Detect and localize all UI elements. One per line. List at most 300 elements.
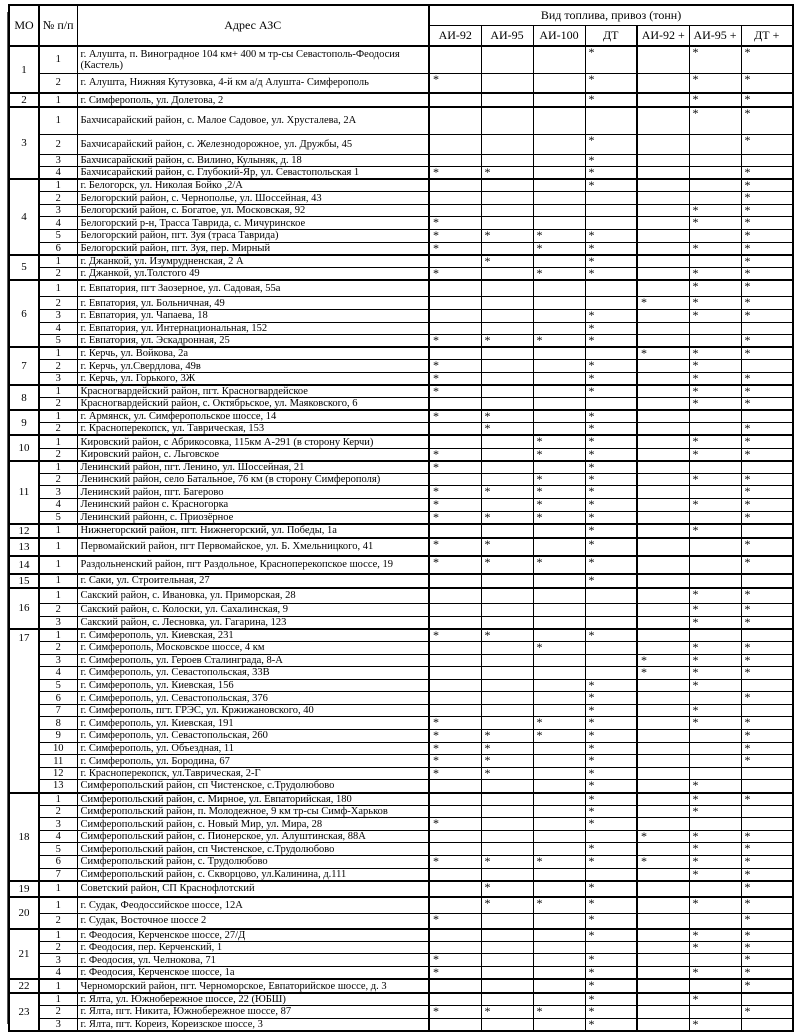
- row-number-cell: 1: [39, 410, 77, 423]
- fuel-mark-cell-ai-92: *: [429, 410, 481, 423]
- fuel-mark-cell-dt-plus: *: [741, 830, 793, 843]
- station-row: [9, 423, 793, 436]
- fuel-mark-cell-ai-92: *: [429, 360, 481, 373]
- station-row: [9, 641, 793, 654]
- station-address-cell: г. Симферополь, ул. Бородина, 67: [77, 755, 429, 768]
- fuel-mark-cell-ai-95: [481, 93, 533, 107]
- fuel-mark-cell-ai-95: *: [481, 755, 533, 768]
- row-number-cell: 3: [39, 1018, 77, 1031]
- row-number-cell: 1: [39, 574, 77, 588]
- station-row: [9, 73, 793, 93]
- fuel-mark-cell-ai-95-plus: *: [689, 524, 741, 538]
- fuel-mark-cell-dt-plus: *: [741, 929, 793, 942]
- fuel-mark-cell-ai-95: *: [481, 767, 533, 780]
- station-address-cell: Симферопольский район, с. Скворцово, ул.Калинина, д.111: [77, 868, 429, 881]
- station-row: [9, 373, 793, 386]
- fuel-mark-cell-ai-92: [429, 667, 481, 680]
- fuel-mark-cell-ai-95: [481, 524, 533, 538]
- fuel-mark-cell-ai-95: [481, 818, 533, 831]
- fuel-mark-cell-ai-92: *: [429, 217, 481, 230]
- fuel-mark-cell-dt: *: [585, 897, 637, 914]
- fuel-mark-cell-ai-95-plus: *: [689, 93, 741, 107]
- fuel-mark-cell-ai-95-plus: *: [689, 588, 741, 604]
- fuel-mark-cell-dt: *: [585, 473, 637, 486]
- mo-number-cell: 3: [9, 107, 39, 179]
- station-address-cell: Белогорский район, с. Чернополье, ул. Шоссейная, 43: [77, 192, 429, 205]
- fuel-mark-cell-ai-92: [429, 280, 481, 297]
- fuel-mark-cell-ai-100: [533, 667, 585, 680]
- fuel-mark-cell-ai-92-plus: [637, 556, 689, 574]
- station-address-cell: г. Судак, Восточное шоссе 2: [77, 914, 429, 929]
- station-address-cell: Раздольненский район, пгт Раздольное, Красноперекопское шоссе, 19: [77, 556, 429, 574]
- fuel-mark-cell-ai-92-plus: [637, 805, 689, 818]
- fuel-mark-cell-ai-95: *: [481, 856, 533, 869]
- fuel-mark-cell-ai-92-plus: [637, 881, 689, 897]
- station-address-cell: г. Симферополь, ул. Севастопольская, 376: [77, 692, 429, 705]
- fuel-mark-cell-dt-plus: *: [741, 856, 793, 869]
- fuel-mark-cell-ai-92-plus: [637, 310, 689, 323]
- fuel-mark-cell-ai-92: [429, 134, 481, 154]
- fuel-mark-cell-ai-95-plus: [689, 538, 741, 556]
- station-address-cell: Бахчисарайский район, с. Малое Садовое, ул. Хрусталева, 2А: [77, 107, 429, 134]
- station-address-cell: Первомайский район, пгт Первомайское, ул. Б. Хмельницкого, 41: [77, 538, 429, 556]
- fuel-mark-cell-dt-plus: *: [741, 881, 793, 897]
- fuel-mark-cell-ai-92: *: [429, 335, 481, 348]
- fuel-mark-cell-ai-95-plus: *: [689, 993, 741, 1006]
- fuel-mark-cell-ai-92: *: [429, 73, 481, 93]
- fuel-mark-cell-ai-100: [533, 134, 585, 154]
- fuel-mark-cell-ai-92: *: [429, 966, 481, 979]
- row-number-cell: 7: [39, 868, 77, 881]
- row-number-cell: 2: [39, 1006, 77, 1019]
- fuel-mark-cell-ai-92: *: [429, 385, 481, 398]
- fuel-mark-cell-ai-92: [429, 588, 481, 604]
- fuel-mark-cell-ai-92-plus: *: [637, 830, 689, 843]
- fuel-mark-cell-ai-92-plus: [637, 914, 689, 929]
- fuel-mark-cell-ai-95: *: [481, 556, 533, 574]
- fuel-mark-cell-ai-92: *: [429, 954, 481, 967]
- station-row: [9, 679, 793, 692]
- fuel-mark-cell-ai-95-plus: *: [689, 385, 741, 398]
- fuel-mark-cell-ai-100: [533, 588, 585, 604]
- row-number-cell: 1: [39, 556, 77, 574]
- fuel-mark-cell-ai-95: [481, 385, 533, 398]
- fuel-mark-cell-ai-95: [481, 267, 533, 280]
- row-number-cell: 7: [39, 704, 77, 717]
- fuel-mark-cell-ai-92-plus: [637, 192, 689, 205]
- fuel-mark-cell-ai-100: *: [533, 498, 585, 511]
- station-address-cell: г. Красноперекопск, ул.Таврическая, 2-Г: [77, 767, 429, 780]
- fuel-mark-cell-ai-95-plus: *: [689, 654, 741, 667]
- fuel-mark-cell-ai-95-plus: *: [689, 398, 741, 411]
- station-row: [9, 410, 793, 423]
- mo-number-cell: 19: [9, 881, 39, 897]
- station-row: [9, 914, 793, 929]
- station-address-cell: Красногвардейский район, с. Октябрьское, ул. Маяковского, 6: [77, 398, 429, 411]
- fuel-mark-cell-ai-95-plus: *: [689, 217, 741, 230]
- fuel-mark-cell-ai-92: *: [429, 1006, 481, 1019]
- fuel-mark-cell-dt-plus: *: [741, 941, 793, 954]
- row-number-cell: 5: [39, 679, 77, 692]
- fuel-mark-cell-dt-plus: *: [741, 217, 793, 230]
- station-row: [9, 654, 793, 667]
- fuel-mark-cell-ai-92-plus: [637, 767, 689, 780]
- fuel-mark-cell-ai-95-plus: *: [689, 941, 741, 954]
- mo-number-cell: 4: [9, 179, 39, 255]
- mo-number-cell: 18: [9, 793, 39, 881]
- fuel-mark-cell-dt-plus: *: [741, 230, 793, 243]
- mo-number-cell: 23: [9, 993, 39, 1031]
- station-address-cell: г. Феодосия, Керченское шоссе, 1а: [77, 966, 429, 979]
- station-row: [9, 692, 793, 705]
- row-number-cell: 9: [39, 730, 77, 743]
- fuel-mark-cell-ai-92: *: [429, 242, 481, 255]
- fuel-mark-cell-ai-95: *: [481, 423, 533, 436]
- fuel-mark-cell-ai-92: *: [429, 767, 481, 780]
- fuel-mark-cell-dt: *: [585, 461, 637, 474]
- fuel-mark-cell-dt: *: [585, 767, 637, 780]
- row-number-cell: 2: [39, 604, 77, 617]
- fuel-mark-cell-ai-100: [533, 373, 585, 386]
- col-header-dt: ДТ: [585, 26, 637, 47]
- fuel-mark-cell-ai-100: [533, 524, 585, 538]
- fuel-mark-cell-dt-plus: *: [741, 204, 793, 217]
- fuel-mark-cell-ai-100: [533, 410, 585, 423]
- fuel-mark-cell-ai-95-plus: *: [689, 679, 741, 692]
- fuel-mark-cell-ai-100: *: [533, 730, 585, 743]
- fuel-mark-cell-ai-100: [533, 654, 585, 667]
- fuel-mark-cell-ai-92-plus: [637, 204, 689, 217]
- fuel-mark-cell-ai-95-plus: [689, 322, 741, 335]
- fuel-mark-cell-ai-92-plus: [637, 167, 689, 180]
- fuel-mark-cell-ai-100: *: [533, 473, 585, 486]
- fuel-mark-cell-ai-100: [533, 979, 585, 993]
- fuel-stations-table: [8, 4, 794, 1032]
- fuel-mark-cell-ai-92-plus: [637, 524, 689, 538]
- fuel-mark-cell-ai-95: [481, 692, 533, 705]
- fuel-mark-cell-ai-92-plus: [637, 755, 689, 768]
- fuel-mark-cell-ai-100: *: [533, 717, 585, 730]
- fuel-mark-cell-dt: *: [585, 423, 637, 436]
- fuel-mark-cell-ai-92: [429, 868, 481, 881]
- fuel-mark-cell-ai-92: *: [429, 461, 481, 474]
- station-row: [9, 498, 793, 511]
- fuel-mark-cell-ai-92: [429, 604, 481, 617]
- station-address-cell: г. Феодосия, ул. Челнокова, 71: [77, 954, 429, 967]
- fuel-mark-cell-ai-100: [533, 280, 585, 297]
- fuel-mark-cell-ai-95: [481, 954, 533, 967]
- row-number-cell: 1: [39, 979, 77, 993]
- row-number-cell: 2: [39, 941, 77, 954]
- fuel-mark-cell-ai-95: [481, 604, 533, 617]
- fuel-mark-cell-dt-plus: *: [741, 1006, 793, 1019]
- station-row: [9, 267, 793, 280]
- fuel-mark-cell-dt: [585, 280, 637, 297]
- fuel-mark-cell-ai-92-plus: *: [637, 667, 689, 680]
- row-number-cell: 4: [39, 966, 77, 979]
- fuel-mark-cell-ai-95-plus: *: [689, 843, 741, 856]
- fuel-mark-cell-ai-95-plus: *: [689, 667, 741, 680]
- fuel-mark-cell-ai-92: [429, 107, 481, 134]
- fuel-mark-cell-ai-92-plus: [637, 929, 689, 942]
- fuel-mark-cell-dt-plus: *: [741, 556, 793, 574]
- fuel-mark-cell-ai-92-plus: [637, 473, 689, 486]
- row-number-cell: 2: [39, 805, 77, 818]
- fuel-mark-cell-ai-95-plus: *: [689, 780, 741, 793]
- fuel-mark-cell-ai-92: [429, 616, 481, 629]
- fuel-mark-cell-dt-plus: [741, 805, 793, 818]
- mo-number-cell: 10: [9, 435, 39, 460]
- fuel-mark-cell-ai-92: *: [429, 267, 481, 280]
- row-number-cell: 1: [39, 897, 77, 914]
- fuel-mark-cell-ai-100: *: [533, 242, 585, 255]
- fuel-mark-cell-ai-92-plus: [637, 1018, 689, 1031]
- station-row: [9, 818, 793, 831]
- fuel-mark-cell-dt-plus: *: [741, 717, 793, 730]
- station-row: [9, 717, 793, 730]
- col-header-dt-plus: ДТ +: [741, 26, 793, 47]
- fuel-mark-cell-dt-plus: *: [741, 423, 793, 436]
- fuel-mark-cell-dt: *: [585, 498, 637, 511]
- fuel-mark-cell-ai-92-plus: [637, 322, 689, 335]
- fuel-mark-cell-ai-95-plus: *: [689, 373, 741, 386]
- station-address-cell: г. Симферополь, ул. Киевская, 156: [77, 679, 429, 692]
- row-number-cell: 10: [39, 742, 77, 755]
- fuel-mark-cell-ai-95-plus: *: [689, 297, 741, 310]
- station-address-cell: г. Симферополь, ул. Киевская, 191: [77, 717, 429, 730]
- fuel-mark-cell-dt: *: [585, 556, 637, 574]
- fuel-mark-cell-ai-100: [533, 347, 585, 360]
- fuel-mark-cell-dt-plus: *: [741, 616, 793, 629]
- fuel-mark-cell-ai-95: *: [481, 897, 533, 914]
- station-address-cell: Симферопольский район, с. Пионерское, ул. Алуштинская, 88А: [77, 830, 429, 843]
- row-number-cell: 3: [39, 818, 77, 831]
- fuel-mark-cell-ai-92-plus: [637, 373, 689, 386]
- fuel-mark-cell-dt-plus: *: [741, 498, 793, 511]
- fuel-mark-cell-ai-92-plus: [637, 979, 689, 993]
- fuel-mark-cell-ai-95-plus: [689, 914, 741, 929]
- fuel-mark-cell-ai-95-plus: *: [689, 435, 741, 448]
- row-number-cell: 12: [39, 767, 77, 780]
- mo-number-cell: 13: [9, 538, 39, 556]
- fuel-mark-cell-ai-100: *: [533, 511, 585, 524]
- row-number-cell: 2: [39, 641, 77, 654]
- fuel-mark-cell-dt-plus: *: [741, 486, 793, 499]
- fuel-mark-cell-ai-95-plus: *: [689, 966, 741, 979]
- station-address-cell: г. Керчь, ул. Войкова, 2а: [77, 347, 429, 360]
- station-address-cell: г. Ялта, пгт. Кореиз, Кореизское шоссе, 3: [77, 1018, 429, 1031]
- fuel-mark-cell-ai-95: [481, 297, 533, 310]
- fuel-mark-cell-dt-plus: *: [741, 473, 793, 486]
- mo-number-cell: 12: [9, 524, 39, 538]
- station-row: [9, 793, 793, 806]
- row-number-cell: 3: [39, 486, 77, 499]
- col-header-ai-95: АИ-95: [481, 26, 533, 47]
- fuel-mark-cell-ai-92: [429, 297, 481, 310]
- mo-number-cell: 9: [9, 410, 39, 435]
- fuel-mark-cell-ai-100: [533, 73, 585, 93]
- fuel-mark-cell-dt: [585, 868, 637, 881]
- station-address-cell: Черноморский район, пгт. Черноморское, Евпаторийское шоссе, д. 3: [77, 979, 429, 993]
- fuel-mark-cell-ai-92: *: [429, 167, 481, 180]
- station-address-cell: Симферопольский район, сп Чистенское, с.Трудолюбово: [77, 780, 429, 793]
- station-address-cell: Белогорский район, пгт. Зуя, пер. Мирный: [77, 242, 429, 255]
- mo-number-cell: 17: [9, 629, 39, 793]
- fuel-mark-cell-dt: *: [585, 717, 637, 730]
- fuel-mark-cell-ai-92: *: [429, 486, 481, 499]
- fuel-mark-cell-ai-95-plus: [689, 410, 741, 423]
- station-address-cell: Нижнегорский район, пгт. Нижнегорский, ул. Победы, 1а: [77, 524, 429, 538]
- fuel-mark-cell-ai-100: *: [533, 856, 585, 869]
- fuel-mark-cell-ai-95: [481, 280, 533, 297]
- station-address-cell: г. Евпатория, ул. Эскадронная, 25: [77, 335, 429, 348]
- fuel-mark-cell-dt-plus: *: [741, 280, 793, 297]
- fuel-mark-cell-ai-100: [533, 679, 585, 692]
- row-number-cell: 2: [39, 398, 77, 411]
- station-address-cell: Бахчисарайский район, с. Железнодорожное, ул. Дружбы, 45: [77, 134, 429, 154]
- fuel-mark-cell-dt-plus: *: [741, 914, 793, 929]
- fuel-mark-cell-ai-100: *: [533, 556, 585, 574]
- fuel-mark-cell-ai-92-plus: [637, 793, 689, 806]
- fuel-mark-cell-ai-92-plus: [637, 679, 689, 692]
- fuel-mark-cell-ai-92: [429, 793, 481, 806]
- fuel-mark-cell-ai-92-plus: [637, 448, 689, 461]
- fuel-mark-cell-ai-92: *: [429, 856, 481, 869]
- fuel-mark-cell-ai-95-plus: [689, 742, 741, 755]
- fuel-mark-cell-ai-95-plus: *: [689, 604, 741, 617]
- station-row: [9, 805, 793, 818]
- station-address-cell: г. Симферополь, ул. Севастопольская, 33В: [77, 667, 429, 680]
- fuel-mark-cell-ai-92-plus: [637, 73, 689, 93]
- fuel-mark-cell-dt: *: [585, 134, 637, 154]
- fuel-mark-cell-dt: *: [585, 704, 637, 717]
- row-number-cell: 4: [39, 667, 77, 680]
- fuel-mark-cell-dt-plus: *: [741, 730, 793, 743]
- fuel-mark-cell-ai-95-plus: *: [689, 1018, 741, 1031]
- fuel-mark-cell-dt: *: [585, 843, 637, 856]
- fuel-mark-cell-dt-plus: *: [741, 134, 793, 154]
- fuel-mark-cell-ai-92-plus: [637, 360, 689, 373]
- fuel-mark-cell-ai-100: *: [533, 230, 585, 243]
- fuel-mark-cell-dt: *: [585, 730, 637, 743]
- fuel-mark-cell-ai-95-plus: *: [689, 830, 741, 843]
- fuel-mark-cell-ai-95: *: [481, 335, 533, 348]
- fuel-mark-cell-ai-100: *: [533, 435, 585, 448]
- fuel-mark-cell-ai-95: *: [481, 486, 533, 499]
- fuel-mark-cell-ai-92-plus: [637, 538, 689, 556]
- fuel-mark-cell-ai-95: [481, 242, 533, 255]
- col-header-ai-92: АИ-92: [429, 26, 481, 47]
- fuel-mark-cell-dt-plus: *: [741, 373, 793, 386]
- fuel-mark-cell-dt-plus: *: [741, 511, 793, 524]
- fuel-mark-cell-ai-95: *: [481, 742, 533, 755]
- station-address-cell: г. Симферополь, ул. Объездная, 11: [77, 742, 429, 755]
- station-address-cell: Бахчисарайский район, с. Глубокий-Яр, ул. Севастопольская 1: [77, 167, 429, 180]
- fuel-mark-cell-ai-95: *: [481, 255, 533, 268]
- mo-number-cell: 5: [9, 255, 39, 280]
- fuel-mark-cell-dt-plus: *: [741, 897, 793, 914]
- station-row: [9, 767, 793, 780]
- fuel-mark-cell-ai-100: [533, 954, 585, 967]
- fuel-mark-cell-ai-100: [533, 929, 585, 942]
- fuel-mark-cell-ai-92-plus: [637, 280, 689, 297]
- row-number-cell: 1: [39, 385, 77, 398]
- fuel-mark-cell-ai-92: *: [429, 230, 481, 243]
- station-row: [9, 473, 793, 486]
- station-address-cell: г. Феодосия, пер. Керченский, 1: [77, 941, 429, 954]
- station-row: [9, 347, 793, 360]
- fuel-mark-cell-dt: *: [585, 993, 637, 1006]
- fuel-mark-cell-ai-100: [533, 385, 585, 398]
- fuel-mark-cell-ai-95-plus: *: [689, 897, 741, 914]
- fuel-mark-cell-ai-95-plus: *: [689, 704, 741, 717]
- fuel-mark-cell-dt-plus: *: [741, 742, 793, 755]
- row-number-cell: 1: [39, 793, 77, 806]
- fuel-mark-cell-ai-92-plus: [637, 461, 689, 474]
- fuel-mark-cell-ai-92-plus: [637, 868, 689, 881]
- station-row: [9, 297, 793, 310]
- fuel-mark-cell-ai-95: *: [481, 730, 533, 743]
- row-number-cell: 2: [39, 192, 77, 205]
- fuel-mark-cell-dt-plus: *: [741, 641, 793, 654]
- fuel-mark-cell-ai-92-plus: [637, 574, 689, 588]
- station-address-cell: г. Симферополь, ул. Долетова, 2: [77, 93, 429, 107]
- fuel-mark-cell-dt-plus: *: [741, 667, 793, 680]
- fuel-mark-cell-ai-92: *: [429, 742, 481, 755]
- fuel-mark-cell-dt-plus: *: [741, 310, 793, 323]
- station-row: [9, 448, 793, 461]
- fuel-mark-cell-dt-plus: *: [741, 385, 793, 398]
- mo-number-cell: 1: [9, 46, 39, 93]
- fuel-mark-cell-dt: *: [585, 93, 637, 107]
- mo-number-cell: 7: [9, 347, 39, 385]
- station-row: [9, 385, 793, 398]
- station-row: [9, 179, 793, 192]
- fuel-mark-cell-ai-95-plus: *: [689, 498, 741, 511]
- fuel-mark-cell-ai-92-plus: [637, 230, 689, 243]
- fuel-mark-cell-dt: *: [585, 385, 637, 398]
- fuel-mark-cell-dt-plus: *: [741, 179, 793, 192]
- fuel-mark-cell-ai-100: [533, 616, 585, 629]
- fuel-mark-cell-ai-100: [533, 868, 585, 881]
- fuel-mark-cell-ai-92: *: [429, 448, 481, 461]
- fuel-mark-cell-ai-100: [533, 1018, 585, 1031]
- fuel-mark-cell-dt: *: [585, 435, 637, 448]
- fuel-mark-cell-dt-plus: *: [741, 267, 793, 280]
- fuel-mark-cell-ai-100: [533, 154, 585, 167]
- row-number-cell: 2: [39, 134, 77, 154]
- fuel-mark-cell-ai-92-plus: [637, 498, 689, 511]
- fuel-mark-cell-dt-plus: *: [741, 73, 793, 93]
- station-address-cell: Сакский район, с. Лесновка, ул. Гагарина, 123: [77, 616, 429, 629]
- fuel-mark-cell-dt: *: [585, 692, 637, 705]
- row-number-cell: 8: [39, 717, 77, 730]
- row-number-cell: 2: [39, 73, 77, 93]
- fuel-mark-cell-ai-100: [533, 360, 585, 373]
- fuel-mark-cell-ai-95: [481, 347, 533, 360]
- col-header-fuel-group: Вид топлива, привоз (тонн): [429, 5, 793, 26]
- fuel-mark-cell-dt-plus: *: [741, 654, 793, 667]
- fuel-mark-cell-dt-plus: *: [741, 692, 793, 705]
- station-address-cell: г. Евпатория, ул. Чапаева, 18: [77, 310, 429, 323]
- fuel-mark-cell-dt-plus: [741, 574, 793, 588]
- fuel-mark-cell-ai-95: [481, 73, 533, 93]
- station-row: [9, 524, 793, 538]
- fuel-mark-cell-dt: *: [585, 818, 637, 831]
- row-number-cell: 5: [39, 843, 77, 856]
- station-row: [9, 93, 793, 107]
- fuel-mark-cell-ai-95-plus: *: [689, 204, 741, 217]
